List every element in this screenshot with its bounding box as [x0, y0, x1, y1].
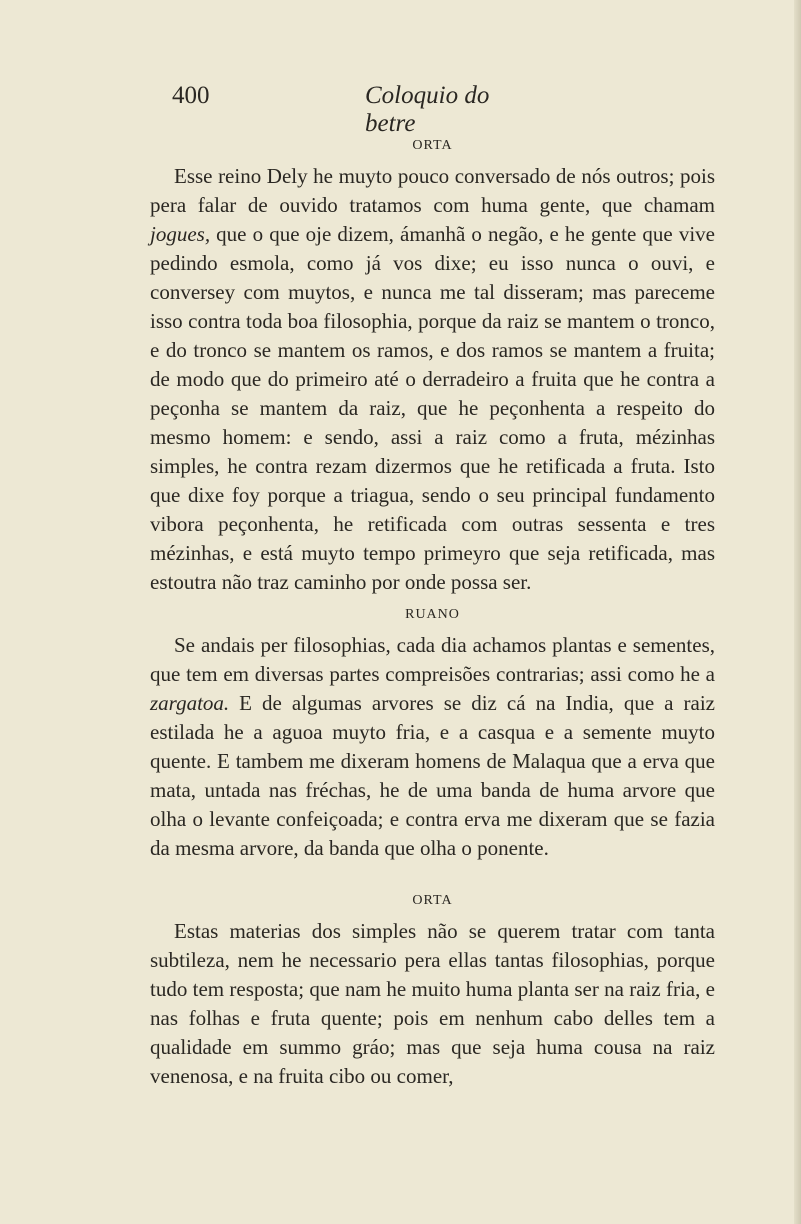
page-number: 400: [172, 82, 210, 109]
speaker-heading: RUANO: [405, 607, 460, 622]
paragraph: [150, 917, 715, 1091]
speaker-heading: ORTA: [412, 138, 453, 153]
page-title: Coloquio do betre: [365, 82, 490, 137]
paragraph-text: Estas materias dos simples não se querem tratar com tanta subtileza, nem he necessario pera ellas tantas filosophias, porque tudo tem resposta; que nam he muito huma planta ser na raiz fria, e nas folhas e fruta quente; pois em nenhum cabo delles tem a qualidade em summo gráo; mas que seja huma cousa na raiz venenosa, e na fruita cibo ou comer,: [150, 919, 715, 1088]
page-edge-shadow: [794, 0, 801, 1224]
speaker-heading: ORTA: [412, 893, 453, 908]
paragraph: [150, 631, 715, 863]
paragraph-text: E de algumas arvores se diz cá na India, que a raiz estilada he a aguoa muyto fria, e a casqua e a semente muyto quente. E tambem me dixeram homens de Malaqua que a erva que mata, untada nas fréchas, he de uma banda de huma arvore que olha o levante confeiçoada; e contra erva me dixeram que se fazia da mesma arvore, da banda que olha o ponente.: [150, 691, 715, 860]
paragraph: [150, 162, 715, 597]
paragraph-text: que o que oje dizem, ámanhã o negão, e he gente que vive pedindo esmola, como já vos dixe; eu isso nunca o ouvi, e conversey com muytos, e nunca me tal disseram; mas pareceme isso contra toda boa filosophia, porque da raiz se mantem o tronco, e do tronco se mantem os ramos, e dos ramos se mantem a fruita; de modo que do primeiro até o derradeiro a fruita que he contra a peçonha se mantem da raiz, que he peçonhenta a respeito do mesmo homem: e sendo, assi a raiz como a fruta, mézinhas simples, he contra rezam dizermos que he retificada a fruta. Isto que dixe foy porque a triagua, sendo o seu principal fundamento vibora peçonhenta, he retificada com outras sessenta e tres mézinhas, e está muyto tempo primeyro que seja retificada, mas estoutra não traz caminho por onde possa ser.: [150, 222, 715, 594]
emphasized-term: zargatoa.: [150, 691, 230, 715]
running-head: [172, 82, 532, 137]
paragraph-text: Se andais per filosophias, cada dia achamos plantas e sementes, que tem em diversas partes compreisões contrarias; assi como he a: [150, 633, 715, 686]
text-block: [150, 136, 715, 1091]
paragraph-text: Esse reino Dely he muyto pouco conversado de nós outros; pois pera falar de ouvido tratamos com huma gente, que chamam: [150, 164, 715, 217]
emphasized-term: jogues,: [150, 222, 211, 246]
